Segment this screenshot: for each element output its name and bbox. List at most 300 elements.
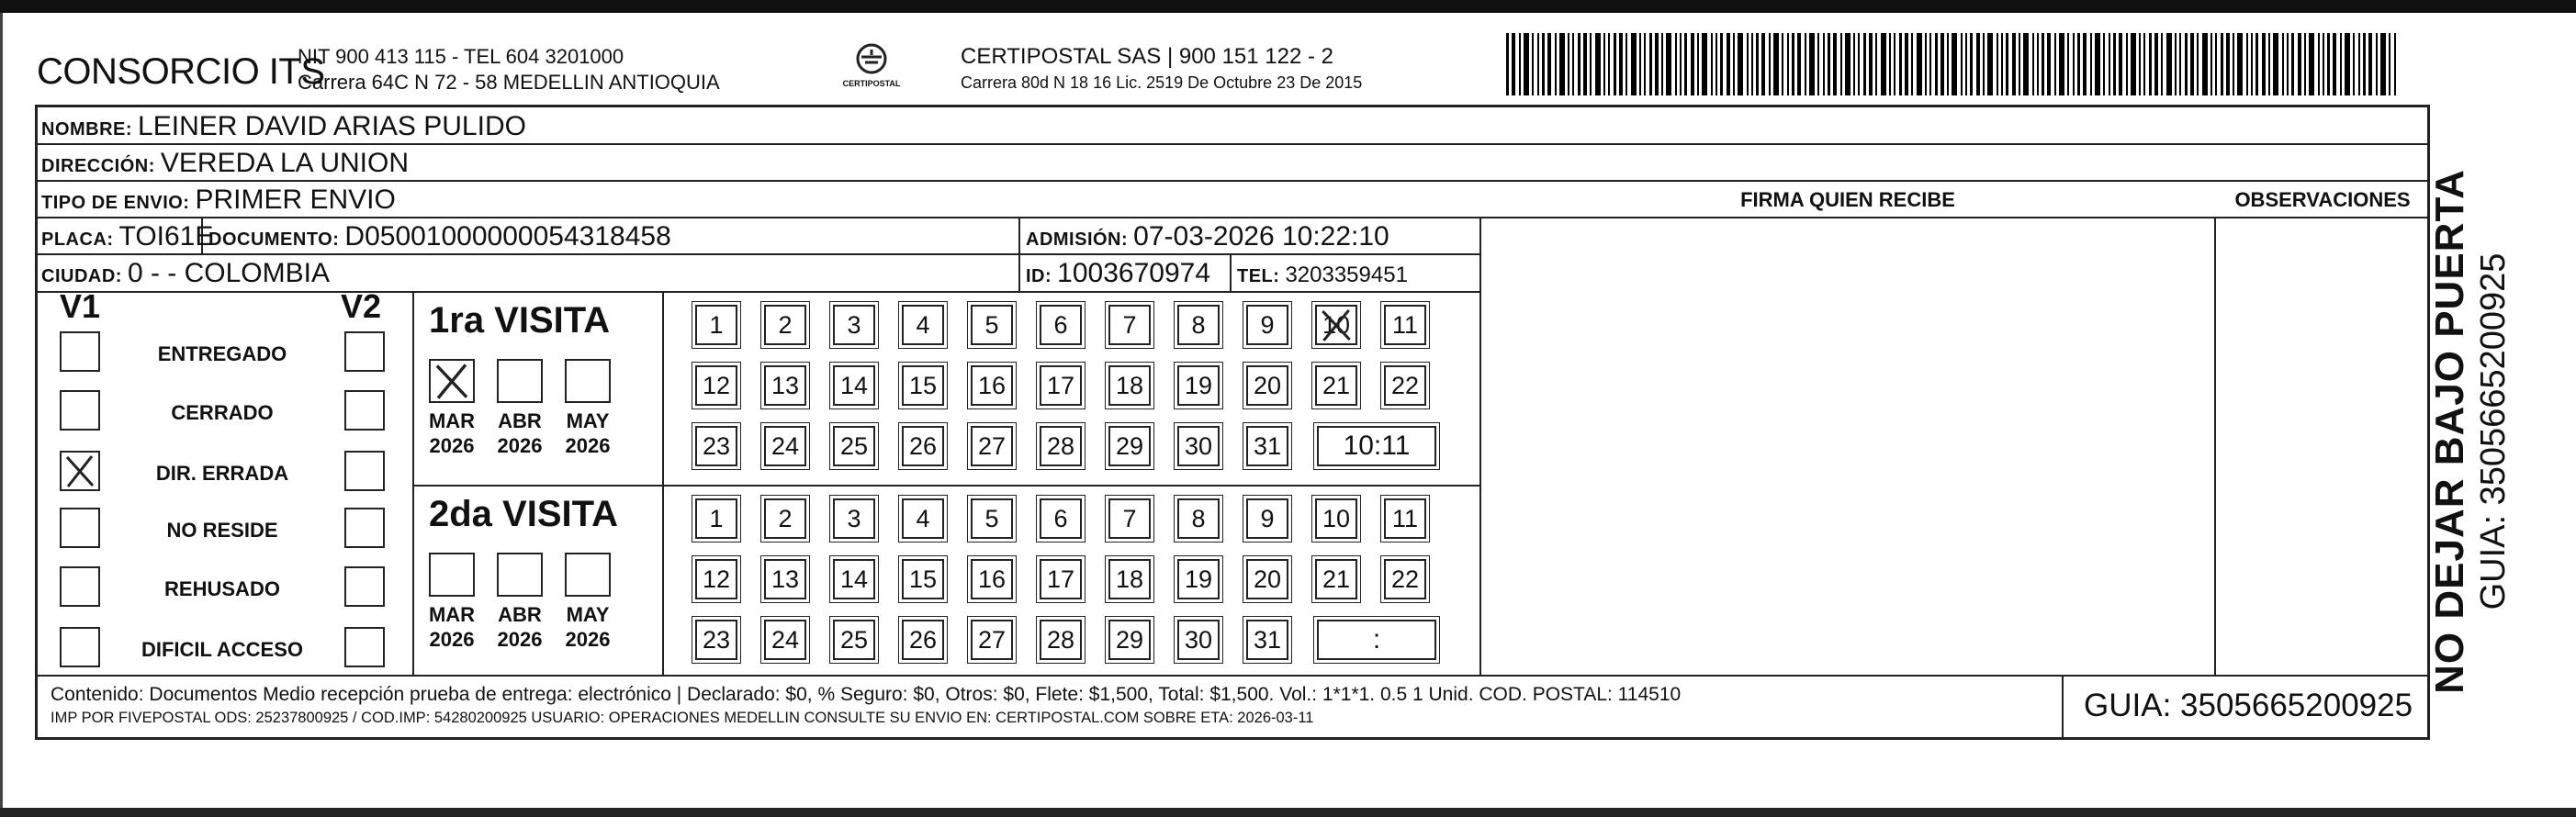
month-year: 2026 (429, 628, 475, 651)
day-cell[interactable] (764, 426, 806, 466)
month-label (556, 602, 620, 652)
day-number: 14 (839, 565, 869, 593)
day-cell[interactable] (1246, 498, 1288, 539)
barcode-bar (2103, 33, 2105, 95)
barcode-bar (1524, 33, 1529, 95)
barcode-bar (1940, 33, 1944, 95)
barcode-bar (1603, 33, 1605, 95)
barcode-bar (1727, 33, 1730, 95)
barcode-bar (1833, 33, 1837, 95)
barcode-bar (2363, 33, 2366, 95)
side-warning: NO DEJAR BAJO PUERTA (2427, 169, 2472, 694)
barcode-bar (2083, 33, 2087, 95)
day-number: 1 (709, 504, 724, 532)
day-cell[interactable] (1177, 559, 1220, 599)
day-number: 28 (1046, 431, 1075, 460)
barcode-bar (1747, 33, 1749, 95)
barcode-bar (2037, 33, 2039, 95)
month-label (420, 602, 484, 652)
barcode-bar (1976, 33, 1980, 95)
barcode-bar (1792, 33, 1794, 95)
v2-checkbox[interactable] (344, 451, 385, 491)
company-address: Carrera 64C N 72 - 58 MEDELLIN ANTIOQUIA (298, 71, 720, 94)
day-number: 4 (916, 310, 930, 339)
bottom-border (0, 808, 2576, 817)
barcode-bar (1797, 33, 1801, 95)
barcode-bar (1756, 33, 1759, 95)
documento-value: D05001000000054318458 (344, 221, 671, 252)
day-cell[interactable] (764, 498, 806, 539)
barcode-bar (2012, 33, 2016, 95)
barcode-bar (1542, 33, 1545, 95)
barcode (1506, 33, 2397, 95)
barcode-bar (2291, 33, 2294, 95)
day-cell[interactable] (1040, 620, 1082, 660)
day-cell[interactable] (971, 498, 1013, 539)
day-cell[interactable] (971, 620, 1013, 660)
day-cell[interactable] (833, 559, 875, 599)
day-cell[interactable] (1177, 426, 1220, 466)
barcode-bar (2210, 33, 2212, 95)
barcode-bar (2143, 33, 2145, 95)
day-cell[interactable] (1177, 498, 1220, 539)
month-name: MAR (428, 409, 476, 432)
barcode-bar (1512, 33, 1515, 95)
status-option-label: REHUSADO (164, 577, 280, 600)
barcode-bar (2202, 33, 2208, 95)
barcode-bar (1583, 33, 1587, 95)
barcode-bar (2233, 33, 2234, 95)
barcode-bar (2273, 33, 2278, 95)
barcode-bar (2304, 33, 2306, 95)
barcode-bar (1889, 33, 1891, 95)
day-cell[interactable] (1040, 305, 1082, 345)
v1-checkbox[interactable] (60, 627, 100, 667)
day-number: 22 (1390, 371, 1420, 399)
day-cell[interactable] (1040, 559, 1082, 599)
direccion-row: DIRECCIÓN: VEREDA LA UNION (41, 148, 409, 178)
barcode-bar (2358, 33, 2360, 95)
barcode-bar (2251, 33, 2253, 95)
day-cell[interactable] (1108, 620, 1151, 660)
barcode-bar (1823, 33, 1825, 95)
barcode-bar (1595, 33, 1601, 95)
day-cell[interactable] (1384, 305, 1426, 345)
day-number: 26 (908, 625, 938, 654)
barcode-bar (2246, 33, 2248, 95)
day-cell[interactable] (833, 498, 875, 539)
day-cell[interactable] (971, 426, 1013, 466)
day-cell[interactable] (1315, 498, 1357, 539)
barcode-bar (2032, 33, 2034, 95)
barcode-bar (1559, 33, 1565, 95)
month-label (488, 602, 552, 652)
month-year: 2026 (565, 628, 611, 651)
id-row: ID: 1003670974 (1026, 258, 1211, 288)
day-cell[interactable] (833, 426, 875, 466)
month-year: 2026 (429, 434, 475, 457)
day-cell[interactable] (764, 620, 806, 660)
placa-row: PLACA: TOI61E (41, 221, 214, 252)
day-number: 16 (977, 371, 1007, 399)
barcode-bar (2067, 33, 2069, 95)
barcode-bar (2149, 33, 2152, 95)
barcode-bar (1947, 33, 1949, 95)
barcode-bar (2318, 33, 2320, 95)
day-cell[interactable] (695, 305, 737, 345)
month-checkbox[interactable] (429, 359, 475, 403)
day-number: 20 (1253, 565, 1282, 593)
barcode-bar (1929, 33, 1931, 95)
day-cell[interactable] (1177, 305, 1220, 345)
tel-row: TEL: 3203359451 (1237, 263, 1408, 287)
v2-checkbox[interactable] (344, 627, 385, 667)
day-number: 28 (1046, 625, 1075, 654)
day-number: 8 (1191, 310, 1206, 339)
certipostal-logo (839, 39, 904, 99)
day-cell[interactable] (1040, 426, 1082, 466)
day-cell[interactable] (833, 620, 875, 660)
footer-guia: GUIA: 3505665200925 (2084, 688, 2413, 723)
day-cell[interactable] (1384, 559, 1426, 599)
day-number: 21 (1322, 565, 1351, 593)
barcode-bar (1675, 33, 1677, 95)
day-cell[interactable] (1108, 426, 1151, 466)
barcode-bar (2023, 33, 2029, 95)
logo-text: CERTIPOSTAL (842, 79, 901, 88)
barcode-bar (1590, 33, 1592, 95)
day-cell[interactable] (971, 305, 1013, 345)
footer-imp: IMP POR FIVEPOSTAL ODS: 25237800925 / COD.IMP: 54280200925 USUARIO: OPERACIONES MEDELLIN CONSULTE SU ENVIO EN: CERTIPOSTAL.COM SOBRE ETA: 2026-03-11 (51, 710, 1314, 726)
status-option-label: DIFICIL ACCESO (141, 638, 303, 661)
barcode-bar (2298, 33, 2301, 95)
left-edge (0, 13, 3, 808)
day-number: 15 (908, 565, 938, 593)
barcode-bar (2268, 33, 2270, 95)
barcode-bar (2215, 33, 2217, 95)
barcode-bar (2095, 33, 2100, 95)
barcode-bar (2309, 33, 2314, 95)
barcode-bar (2368, 33, 2372, 95)
barcode-bar (2131, 33, 2136, 95)
day-cell[interactable] (1108, 498, 1151, 539)
day-number: 9 (1260, 310, 1275, 339)
admision-row: ADMISIÓN: 07-03-2026 10:22:10 (1026, 221, 1389, 252)
carrier-name: CERTIPOSTAL SAS | 900 151 122 - 2 (961, 44, 1333, 69)
day-cell[interactable] (695, 498, 737, 539)
visit-title: 1ra VISITA (429, 300, 611, 341)
barcode-bar (1817, 33, 1819, 95)
barcode-bar (2179, 33, 2181, 95)
status-option-label: DIR. ERRADA (155, 462, 289, 485)
visit-time[interactable]: : (1317, 620, 1436, 660)
day-cell[interactable] (833, 365, 875, 406)
barcode-bar (2154, 33, 2158, 95)
day-number: 22 (1390, 565, 1420, 593)
barcode-bar (1935, 33, 1938, 95)
v2-header: V2 (341, 287, 382, 325)
id-value: 1003670974 (1057, 258, 1211, 288)
barcode-bar (1506, 33, 1509, 95)
barcode-bar (1680, 33, 1682, 95)
barcode-bar (1787, 33, 1789, 95)
barcode-bar (1684, 33, 1687, 95)
day-cell[interactable] (695, 365, 737, 406)
barcode-bar (1987, 33, 1993, 95)
month-checkbox[interactable] (429, 553, 475, 597)
barcode-bar (2327, 33, 2330, 95)
day-cell[interactable] (1246, 426, 1288, 466)
barcode-bar (1697, 33, 1699, 95)
day-number: 30 (1184, 431, 1213, 460)
top-border (0, 0, 2576, 13)
direccion-value: VEREDA LA UNION (160, 148, 409, 178)
barcode-bar (2323, 33, 2324, 95)
barcode-bar (2054, 33, 2056, 95)
barcode-bar (1691, 33, 1694, 95)
day-number: 8 (1191, 504, 1206, 532)
day-number: 31 (1253, 431, 1282, 460)
side-guia: GUIA: 3505665200925 (2474, 252, 2513, 610)
barcode-bar (2139, 33, 2141, 95)
barcode-bar (1619, 33, 1623, 95)
day-cell[interactable] (695, 426, 737, 466)
month-name: MAY (566, 409, 610, 432)
barcode-bar (1875, 33, 1877, 95)
day-cell[interactable] (695, 620, 737, 660)
observaciones-header: OBSERVACIONES (2234, 188, 2411, 211)
month-name: ABR (498, 603, 542, 626)
day-cell[interactable] (695, 559, 737, 599)
barcode-bar (1911, 33, 1913, 95)
month-year: 2026 (565, 434, 611, 457)
day-cell[interactable] (902, 426, 944, 466)
day-number: 13 (771, 371, 800, 399)
day-number: 10 (1322, 310, 1351, 339)
day-number: 9 (1260, 504, 1275, 532)
day-cell[interactable] (1108, 305, 1151, 345)
barcode-bar (1655, 33, 1659, 95)
barcode-bar (1532, 33, 1534, 95)
visit-time[interactable]: 10:11 (1317, 426, 1436, 466)
day-cell[interactable] (1040, 498, 1082, 539)
barcode-bar (1828, 33, 1830, 95)
barcode-bar (1711, 33, 1713, 95)
v1-checkbox[interactable] (60, 390, 100, 431)
barcode-bar (1733, 33, 1735, 95)
barcode-bar (1555, 33, 1557, 95)
barcode-bar (1917, 33, 1922, 95)
form-frame (35, 105, 2430, 740)
day-cell[interactable] (1108, 365, 1151, 406)
day-number: 20 (1253, 371, 1282, 399)
admision-value: 07-03-2026 10:22:10 (1133, 221, 1389, 252)
barcode-bar (2190, 33, 2194, 95)
month-year: 2026 (497, 434, 543, 457)
day-number: 24 (771, 431, 800, 460)
barcode-bar (1899, 33, 1902, 95)
nombre-row: NOMBRE: LEINER DAVID ARIAS PULIDO (41, 111, 526, 141)
day-number: 3 (847, 310, 861, 339)
barcode-bar (1639, 33, 1641, 95)
day-cell[interactable] (764, 559, 806, 599)
day-cell[interactable] (971, 365, 1013, 406)
barcode-bar (2282, 33, 2284, 95)
barcode-bar (2077, 33, 2080, 95)
barcode-bar (2113, 33, 2116, 95)
month-checkbox[interactable] (497, 359, 543, 403)
barcode-bar (1578, 33, 1580, 95)
barcode-bar (2197, 33, 2199, 95)
month-checkbox[interactable] (497, 553, 543, 597)
day-number: 18 (1115, 371, 1144, 399)
carrier-address: Carrera 80d N 18 16 Lic. 2519 De Octubre 23 De 2015 (961, 73, 1363, 92)
day-number: 4 (916, 504, 930, 532)
barcode-bar (1751, 33, 1753, 95)
day-number: 1 (709, 310, 724, 339)
v1-checkbox[interactable] (60, 331, 100, 372)
v2-checkbox[interactable] (344, 331, 385, 372)
barcode-bar (2185, 33, 2188, 95)
barcode-bar (1840, 33, 1842, 95)
day-cell[interactable] (902, 620, 944, 660)
day-number: 23 (702, 625, 731, 654)
day-number: 19 (1184, 565, 1213, 593)
day-cell[interactable] (902, 305, 944, 345)
day-cell[interactable] (1246, 620, 1288, 660)
footer-contenido: Contenido: Documentos Medio recepción prueba de entrega: electrónico | Declarado: $0, % Seguro: $0, Otros: $0, Flete: $1,500, Total: $1,500. Vol.: 1*1*1. 0.5 1 Unid. COD. POSTAL: 114510 (51, 684, 1682, 705)
barcode-bar (1738, 33, 1743, 95)
day-number: 5 (984, 310, 999, 339)
day-cell[interactable] (833, 305, 875, 345)
day-cell[interactable] (902, 365, 944, 406)
day-cell[interactable] (1246, 365, 1288, 406)
barcode-bar (1761, 33, 1765, 95)
barcode-bar (2353, 33, 2355, 95)
day-number: 18 (1115, 565, 1144, 593)
barcode-bar (2237, 33, 2243, 95)
documento-row: DOCUMENTO: D05001000000054318458 (208, 221, 671, 252)
day-cell[interactable] (1246, 559, 1288, 599)
barcode-bar (2221, 33, 2223, 95)
day-number: 29 (1115, 625, 1144, 654)
day-number: 16 (977, 565, 1007, 593)
status-option-label: NO RESIDE (166, 519, 278, 542)
day-cell[interactable] (1040, 365, 1082, 406)
barcode-bar (1537, 33, 1539, 95)
tipo-value: PRIMER ENVIO (195, 185, 396, 215)
barcode-bar (2255, 33, 2258, 95)
barcode-bar (1608, 33, 1610, 95)
day-number: 14 (839, 371, 869, 399)
barcode-bar (1853, 33, 1855, 95)
barcode-bar (1997, 33, 1998, 95)
barcode-bar (1881, 33, 1886, 95)
company-name: CONSORCIO ITS (37, 51, 325, 92)
barcode-bar (2380, 33, 2386, 95)
v1-checkbox[interactable] (60, 566, 100, 607)
v2-checkbox[interactable] (344, 508, 385, 548)
barcode-bar (1869, 33, 1873, 95)
barcode-bar (1625, 33, 1627, 95)
month-year: 2026 (497, 628, 543, 651)
barcode-bar (2287, 33, 2289, 95)
month-checkbox[interactable] (565, 359, 611, 403)
barcode-bar (2345, 33, 2350, 95)
day-cell[interactable] (902, 498, 944, 539)
day-cell[interactable] (764, 365, 806, 406)
day-cell[interactable] (1246, 305, 1288, 345)
day-number: 19 (1184, 371, 1213, 399)
day-number: 2 (778, 504, 793, 532)
day-cell[interactable] (1384, 498, 1426, 539)
day-number: 25 (839, 431, 869, 460)
barcode-bar (1952, 33, 1957, 95)
day-number: 29 (1115, 431, 1144, 460)
day-number: 7 (1122, 310, 1137, 339)
barcode-bar (2109, 33, 2110, 95)
barcode-bar (1519, 33, 1521, 95)
day-number: 17 (1046, 565, 1075, 593)
day-number: 11 (1391, 310, 1419, 339)
tel-value: 3203359451 (1285, 263, 1408, 287)
day-cell[interactable] (902, 559, 944, 599)
barcode-bar (1614, 33, 1616, 95)
barcode-bar (2389, 33, 2390, 95)
day-cell[interactable] (1108, 559, 1151, 599)
day-number: 7 (1122, 504, 1137, 532)
barcode-bar (1661, 33, 1663, 95)
v1-checkbox[interactable] (60, 508, 100, 548)
day-number: 13 (771, 565, 800, 593)
barcode-bar (2126, 33, 2128, 95)
day-cell[interactable] (971, 559, 1013, 599)
visit-title: 2da VISITA (429, 494, 618, 534)
status-option-label: CERRADO (171, 401, 274, 424)
day-cell[interactable] (1315, 305, 1357, 345)
v2-checkbox[interactable] (344, 566, 385, 607)
day-number: 10 (1322, 504, 1351, 532)
tipo-row: TIPO DE ENVIO: PRIMER ENVIO (41, 185, 396, 215)
barcode-bar (2119, 33, 2122, 95)
day-number: 11 (1391, 504, 1419, 532)
day-cell[interactable] (1177, 365, 1220, 406)
v1-checkbox[interactable] (60, 451, 100, 491)
month-label (420, 408, 484, 458)
day-cell[interactable] (1315, 365, 1357, 406)
month-label (488, 408, 552, 458)
day-cell[interactable] (1177, 620, 1220, 660)
barcode-bar (2019, 33, 2020, 95)
barcode-bar (2161, 33, 2163, 95)
ciudad-value: 0 - - COLOMBIA (127, 258, 330, 288)
month-label (556, 408, 620, 458)
day-cell[interactable] (1315, 559, 1357, 599)
barcode-bar (1666, 33, 1671, 95)
barcode-bar (1809, 33, 1815, 95)
barcode-bar (1782, 33, 1783, 95)
barcode-bar (1715, 33, 1717, 95)
day-cell[interactable] (1384, 365, 1426, 406)
v2-checkbox[interactable] (344, 390, 385, 431)
day-cell[interactable] (764, 305, 806, 345)
barcode-bar (2090, 33, 2092, 95)
barcode-bar (2175, 33, 2177, 95)
barcode-bar (2042, 33, 2044, 95)
day-number: 17 (1046, 371, 1075, 399)
month-checkbox[interactable] (565, 553, 611, 597)
barcode-bar (1965, 33, 1967, 95)
